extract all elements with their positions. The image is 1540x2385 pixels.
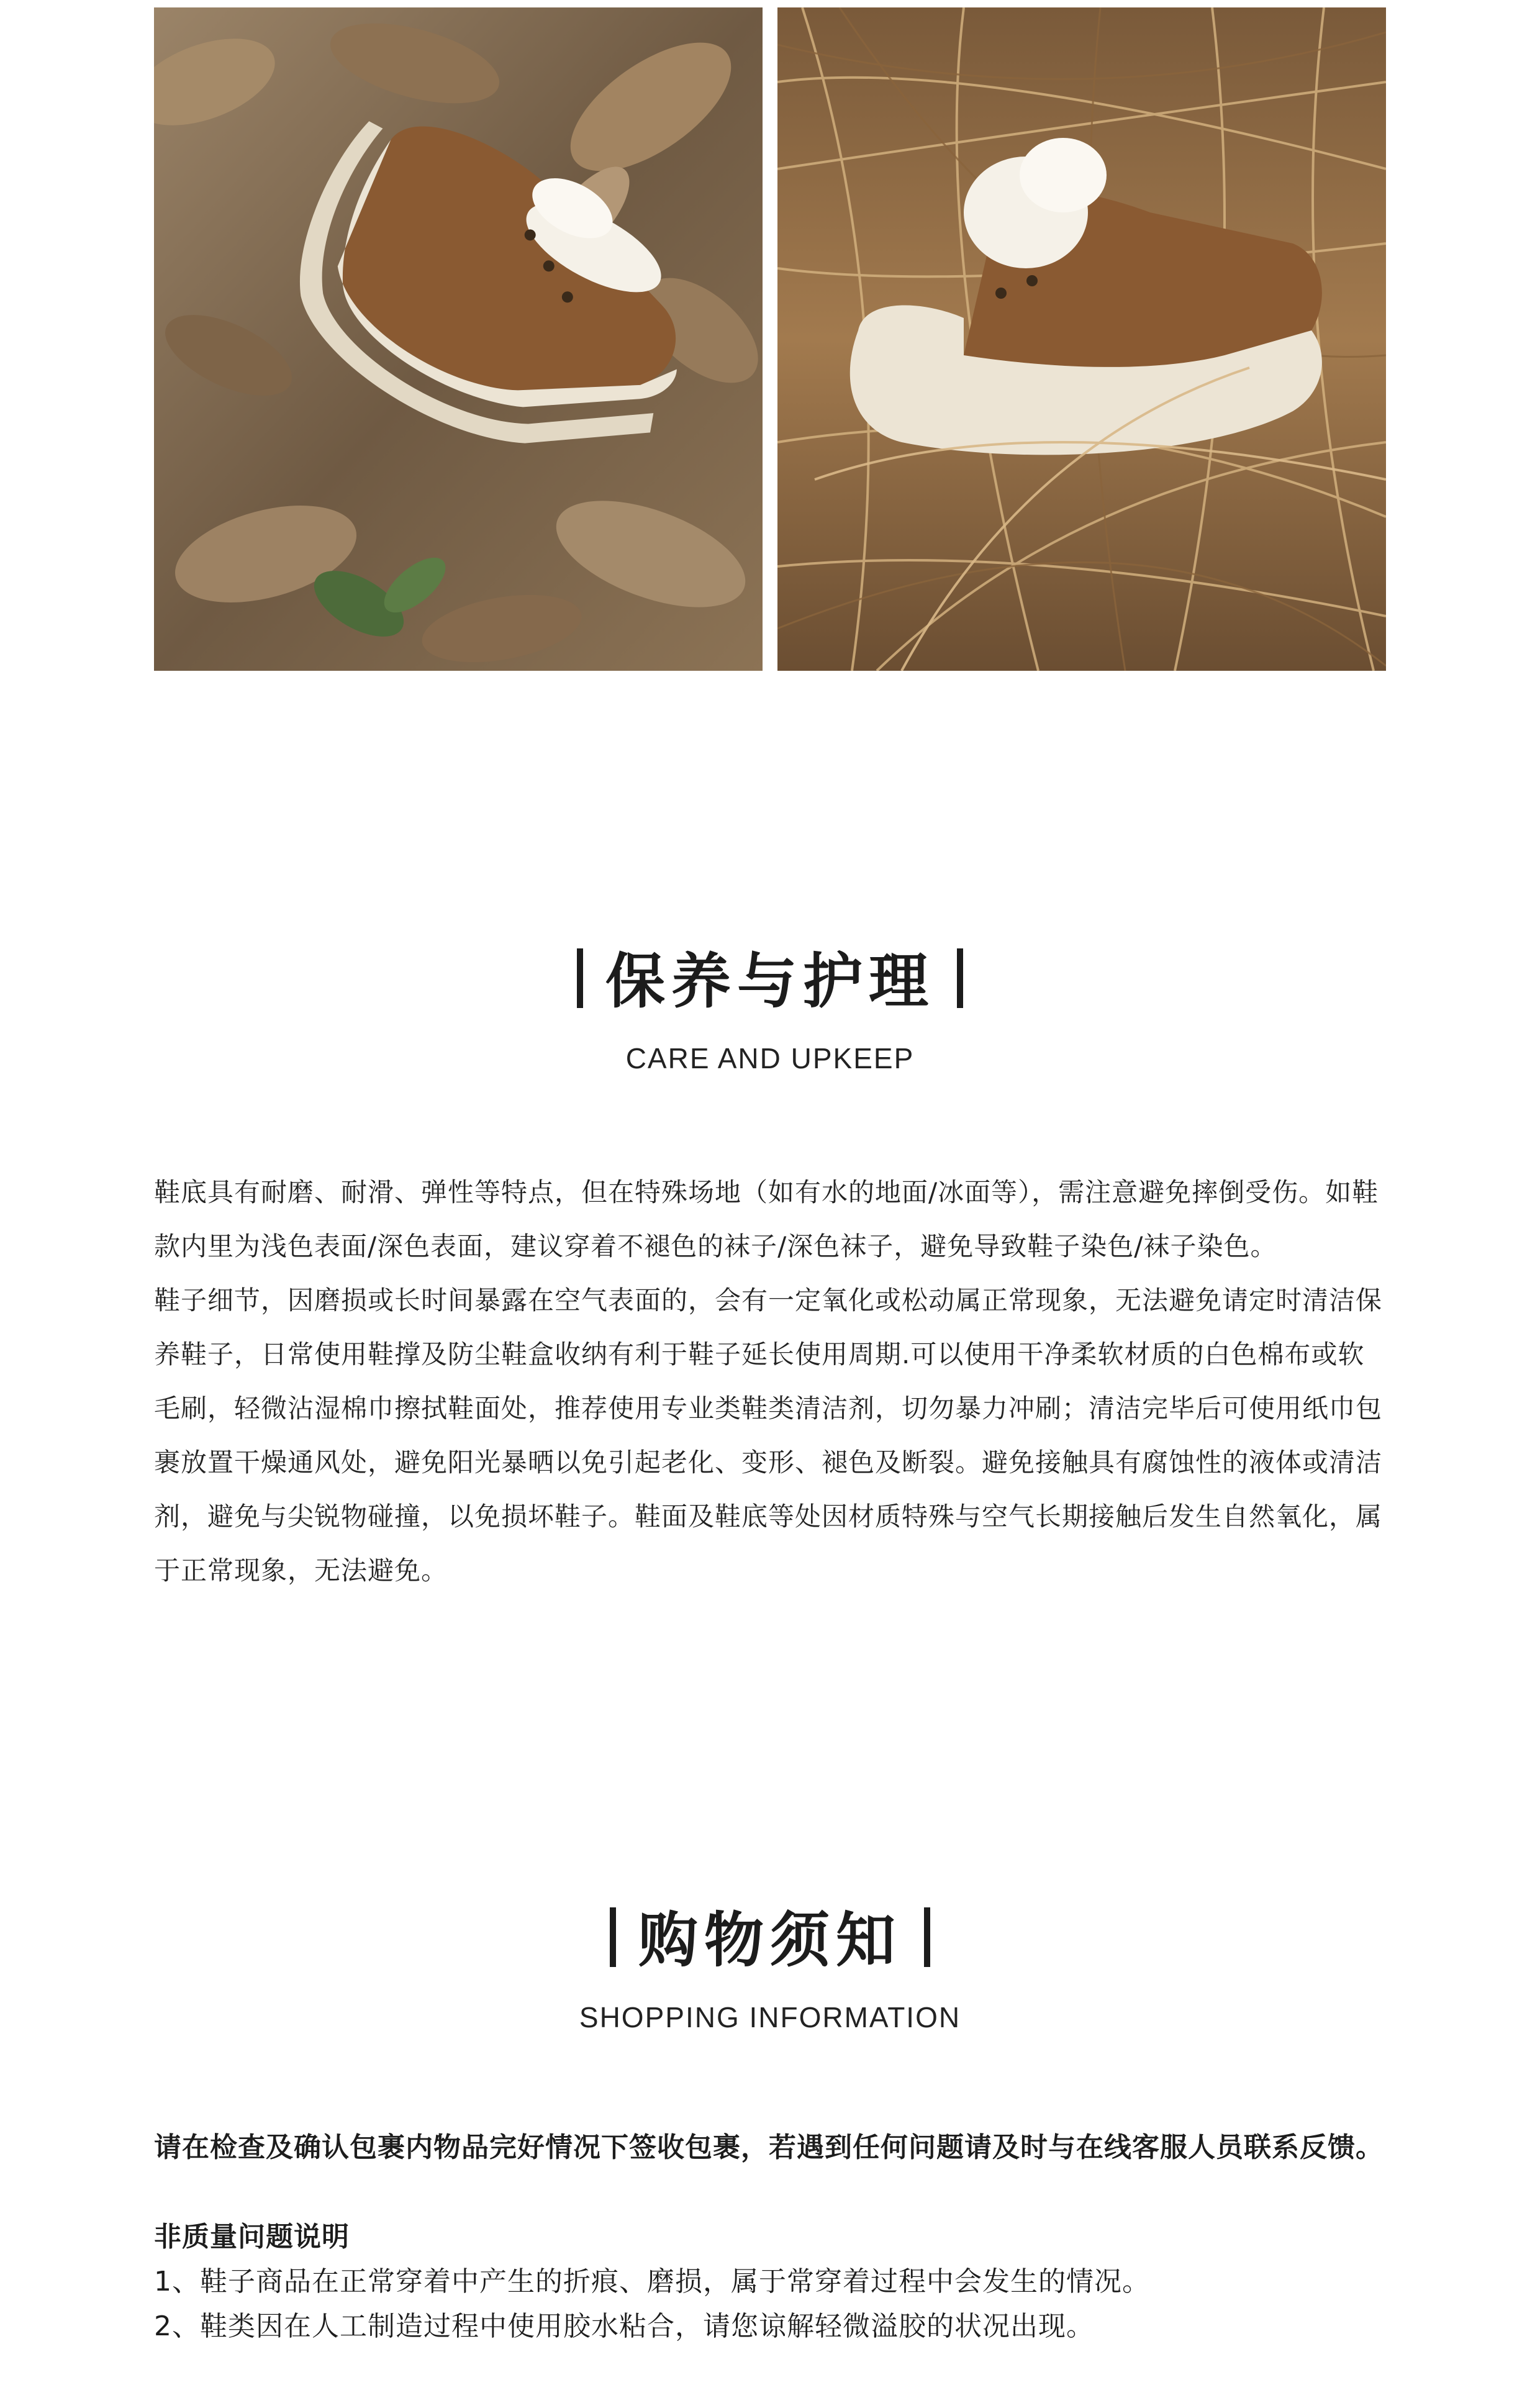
title-bar-right [957,948,963,1008]
sneaker-on-leaves-image [154,7,763,671]
sneaker-in-grass-image [777,7,1386,671]
care-section-title [0,944,1540,1019]
shopping-title-text: 购物须知 [638,1906,902,1975]
shopping-section-title [0,1903,1540,1978]
title-bar-left [610,1907,616,1967]
notice-item-2: 2、鞋类因在人工制造过程中使用胶水粘合，请您谅解轻微溢胶的状况出现。 [154,2310,1094,2342]
title-bar-left [577,948,583,1008]
care-body [154,1165,1390,1597]
product-photo-right [777,7,1386,671]
care-title-text: 保养与护理 [605,947,935,1016]
care-paragraph-1: 鞋底具有耐磨、耐滑、弹性等特点，但在特殊场地（如有水的地面/冰面等），需注意避免摔倒受伤。如鞋款内里为浅色表面/深色表面，建议穿着不褪色的袜子/深色袜子，避免导致鞋子染色/袜子染色。 [154,1177,1379,1261]
product-photo-left [154,7,763,671]
shopping-section-subtitle: SHOPPING INFORMATION [579,2001,961,2033]
non-quality-notice-heading: 非质量问题说明 [154,2221,350,2253]
shopping-body [154,2125,1390,2349]
shopping-intro: 请在检查及确认包裹内物品完好情况下签收包裹，若遇到任何问题请及时与在线客服人员联系反馈。 [154,2132,1384,2163]
title-bar-right [924,1907,930,1967]
notice-item-1: 1、鞋子商品在正常穿着中产生的折痕、磨损，属于常穿着过程中会发生的情况。 [154,2266,1150,2297]
care-section-subtitle: CARE AND UPKEEP [625,1042,915,1074]
care-paragraph-2: 鞋子细节，因磨损或长时间暴露在空气表面的，会有一定氧化或松动属正常现象，无法避免请定时清洁保养鞋子，日常使用鞋撑及防尘鞋盒收纳有利于鞋子延长使用周期.可以使用干净柔软材质的白色棉布或软毛刷，轻微沾湿棉巾擦拭鞋面处，推荐使用专业类鞋类清洁剂，切勿暴力冲刷；清洁完毕后可使用纸巾包裹放置干燥通风处，避免阳光暴晒以免引起老化、变形、褪色及断裂。避免接触具有腐蚀性的液体或清洁剂，避免与尖锐物碰撞，以免损坏鞋子。鞋面及鞋底等处因材质特殊与空气长期接触后发生自然氧化，属于正常现象，无法避免。 [154,1285,1383,1586]
